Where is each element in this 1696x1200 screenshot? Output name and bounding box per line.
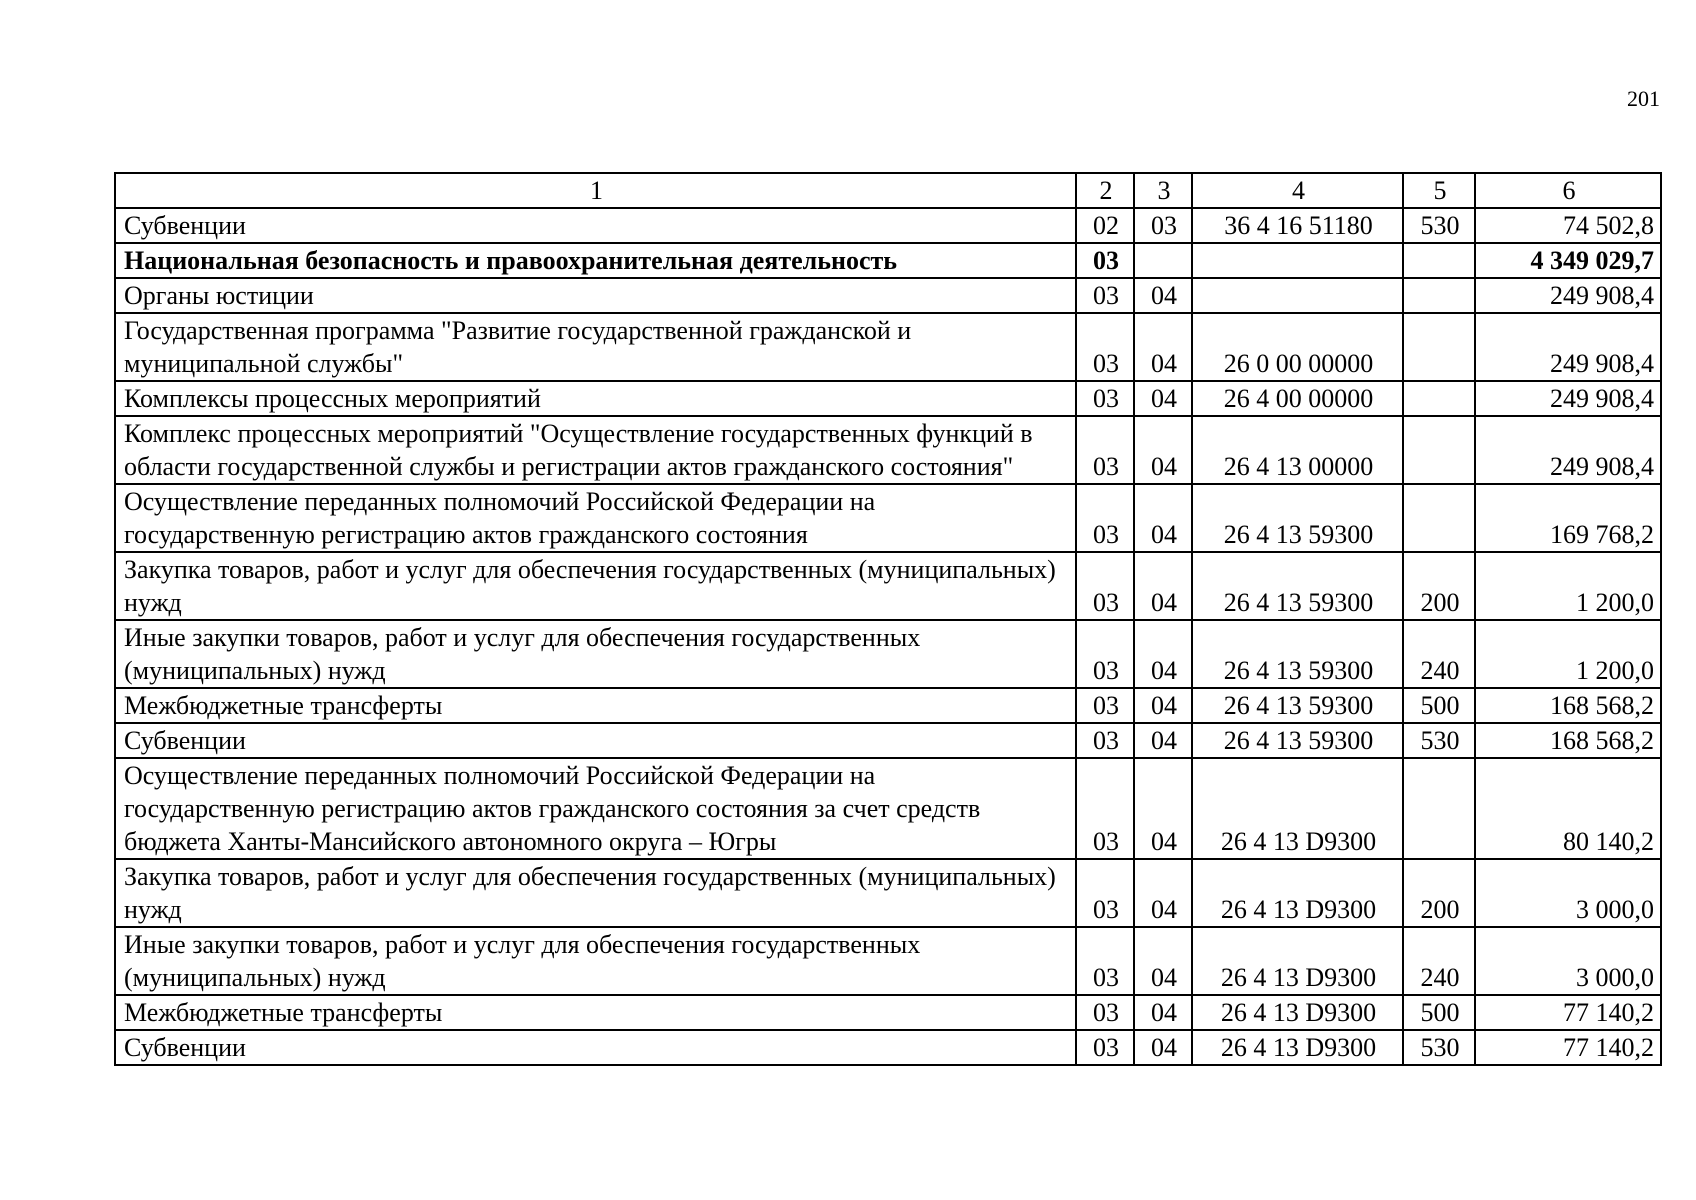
section-code-cell: 03 xyxy=(1076,1030,1134,1065)
target-article-cell xyxy=(1192,278,1403,313)
expense-type-cell xyxy=(1403,278,1475,313)
subsection-code-cell: 04 xyxy=(1134,995,1192,1030)
subsection-code-cell: 04 xyxy=(1134,278,1192,313)
target-article-cell: 26 4 13 D9300 xyxy=(1192,859,1403,927)
section-code-cell: 03 xyxy=(1076,723,1134,758)
expense-type-cell xyxy=(1403,313,1475,381)
amount-cell: 249 908,4 xyxy=(1475,278,1661,313)
subsection-code-cell xyxy=(1134,243,1192,278)
table-row xyxy=(115,208,1661,243)
section-code-cell: 03 xyxy=(1076,416,1134,484)
row-name-cell: Закупка товаров, работ и услуг для обеспечения государственных (муниципальных) нужд xyxy=(115,552,1076,620)
subsection-code-cell: 04 xyxy=(1134,688,1192,723)
target-article-cell: 26 4 13 59300 xyxy=(1192,484,1403,552)
subsection-code-cell: 04 xyxy=(1134,620,1192,688)
expense-type-cell: 500 xyxy=(1403,995,1475,1030)
row-name-cell: Субвенции xyxy=(115,723,1076,758)
table-row xyxy=(115,927,1661,995)
row-name-cell: Иные закупки товаров, работ и услуг для обеспечения государственных (муниципальных) нужд xyxy=(115,927,1076,995)
row-name-cell: Государственная программа "Развитие государственной гражданской и муниципальной службы" xyxy=(115,313,1076,381)
row-name-cell: Межбюджетные трансферты xyxy=(115,995,1076,1030)
row-name-cell: Субвенции xyxy=(115,208,1076,243)
expense-type-cell xyxy=(1403,416,1475,484)
section-code-cell: 03 xyxy=(1076,313,1134,381)
subsection-code-cell: 04 xyxy=(1134,484,1192,552)
subsection-code-cell: 04 xyxy=(1134,859,1192,927)
section-code-cell: 03 xyxy=(1076,758,1134,859)
subsection-code-cell: 04 xyxy=(1134,381,1192,416)
table-row xyxy=(115,620,1661,688)
section-code-cell: 03 xyxy=(1076,688,1134,723)
section-code-cell: 03 xyxy=(1076,927,1134,995)
expense-type-cell xyxy=(1403,243,1475,278)
column-header-5: 5 xyxy=(1403,173,1475,208)
target-article-cell: 26 4 13 59300 xyxy=(1192,688,1403,723)
section-code-cell: 03 xyxy=(1076,552,1134,620)
table-body xyxy=(115,173,1661,1065)
row-name-cell: Комплексы процессных мероприятий xyxy=(115,381,1076,416)
amount-cell: 249 908,4 xyxy=(1475,381,1661,416)
target-article-cell: 26 4 13 59300 xyxy=(1192,620,1403,688)
table-row xyxy=(115,758,1661,859)
target-article-cell: 26 4 13 D9300 xyxy=(1192,995,1403,1030)
amount-cell: 4 349 029,7 xyxy=(1475,243,1661,278)
amount-cell: 3 000,0 xyxy=(1475,859,1661,927)
target-article-cell: 26 4 13 D9300 xyxy=(1192,927,1403,995)
subsection-code-cell: 04 xyxy=(1134,552,1192,620)
expense-type-cell: 240 xyxy=(1403,620,1475,688)
target-article-cell: 26 4 00 00000 xyxy=(1192,381,1403,416)
row-name-cell: Закупка товаров, работ и услуг для обеспечения государственных (муниципальных) нужд xyxy=(115,859,1076,927)
expense-type-cell xyxy=(1403,381,1475,416)
row-name-cell: Национальная безопасность и правоохранительная деятельность xyxy=(115,243,1076,278)
row-name-cell: Осуществление переданных полномочий Российской Федерации на государственную регистрацию актов гражданского состояния за счет средств бюджета Ханты-Мансийского автономного округа – Югры xyxy=(115,758,1076,859)
expense-type-cell xyxy=(1403,758,1475,859)
subsection-code-cell: 04 xyxy=(1134,927,1192,995)
expense-type-cell xyxy=(1403,484,1475,552)
amount-cell: 74 502,8 xyxy=(1475,208,1661,243)
target-article-cell: 26 0 00 00000 xyxy=(1192,313,1403,381)
column-header-4: 4 xyxy=(1192,173,1403,208)
amount-cell: 80 140,2 xyxy=(1475,758,1661,859)
subsection-code-cell: 04 xyxy=(1134,758,1192,859)
amount-cell: 77 140,2 xyxy=(1475,995,1661,1030)
budget-table xyxy=(114,172,1662,1066)
column-header-2: 2 xyxy=(1076,173,1134,208)
section-code-cell: 02 xyxy=(1076,208,1134,243)
table-row xyxy=(115,484,1661,552)
subsection-code-cell: 04 xyxy=(1134,723,1192,758)
expense-type-cell: 530 xyxy=(1403,208,1475,243)
row-name-cell: Субвенции xyxy=(115,1030,1076,1065)
amount-cell: 1 200,0 xyxy=(1475,552,1661,620)
target-article-cell: 26 4 13 D9300 xyxy=(1192,758,1403,859)
amount-cell: 1 200,0 xyxy=(1475,620,1661,688)
table-row xyxy=(115,278,1661,313)
expense-type-cell: 200 xyxy=(1403,552,1475,620)
target-article-cell: 36 4 16 51180 xyxy=(1192,208,1403,243)
table-row xyxy=(115,552,1661,620)
section-code-cell: 03 xyxy=(1076,278,1134,313)
row-name-cell: Органы юстиции xyxy=(115,278,1076,313)
amount-cell: 77 140,2 xyxy=(1475,1030,1661,1065)
table-row xyxy=(115,416,1661,484)
target-article-cell: 26 4 13 00000 xyxy=(1192,416,1403,484)
table-row xyxy=(115,313,1661,381)
amount-cell: 168 568,2 xyxy=(1475,723,1661,758)
table-row xyxy=(115,859,1661,927)
table-row xyxy=(115,995,1661,1030)
subsection-code-cell: 04 xyxy=(1134,313,1192,381)
section-code-cell: 03 xyxy=(1076,484,1134,552)
subsection-code-cell: 04 xyxy=(1134,416,1192,484)
table-row xyxy=(115,1030,1661,1065)
amount-cell: 169 768,2 xyxy=(1475,484,1661,552)
row-name-cell: Комплекс процессных мероприятий "Осуществление государственных функций в области государственной службы и регистрации актов гражданского состояния" xyxy=(115,416,1076,484)
subsection-code-cell: 04 xyxy=(1134,1030,1192,1065)
expense-type-cell: 530 xyxy=(1403,1030,1475,1065)
target-article-cell: 26 4 13 59300 xyxy=(1192,723,1403,758)
section-code-cell: 03 xyxy=(1076,859,1134,927)
target-article-cell: 26 4 13 D9300 xyxy=(1192,1030,1403,1065)
column-header-3: 3 xyxy=(1134,173,1192,208)
column-header-1: 1 xyxy=(115,173,1076,208)
section-code-cell: 03 xyxy=(1076,243,1134,278)
expense-type-cell: 530 xyxy=(1403,723,1475,758)
target-article-cell: 26 4 13 59300 xyxy=(1192,552,1403,620)
column-header-6: 6 xyxy=(1475,173,1661,208)
row-name-cell: Осуществление переданных полномочий Российской Федерации на государственную регистрацию актов гражданского состояния xyxy=(115,484,1076,552)
expense-type-cell: 500 xyxy=(1403,688,1475,723)
table-row xyxy=(115,381,1661,416)
section-code-cell: 03 xyxy=(1076,620,1134,688)
section-code-cell: 03 xyxy=(1076,995,1134,1030)
section-code-cell: 03 xyxy=(1076,381,1134,416)
table-row xyxy=(115,243,1661,278)
expense-type-cell: 240 xyxy=(1403,927,1475,995)
amount-cell: 3 000,0 xyxy=(1475,927,1661,995)
subsection-code-cell: 03 xyxy=(1134,208,1192,243)
expense-type-cell: 200 xyxy=(1403,859,1475,927)
amount-cell: 168 568,2 xyxy=(1475,688,1661,723)
target-article-cell xyxy=(1192,243,1403,278)
row-name-cell: Межбюджетные трансферты xyxy=(115,688,1076,723)
amount-cell: 249 908,4 xyxy=(1475,313,1661,381)
amount-cell: 249 908,4 xyxy=(1475,416,1661,484)
row-name-cell: Иные закупки товаров, работ и услуг для обеспечения государственных (муниципальных) нужд xyxy=(115,620,1076,688)
table-row xyxy=(115,723,1661,758)
table-header-row xyxy=(115,173,1661,208)
page-number: 201 xyxy=(1627,86,1660,111)
table-row xyxy=(115,688,1661,723)
